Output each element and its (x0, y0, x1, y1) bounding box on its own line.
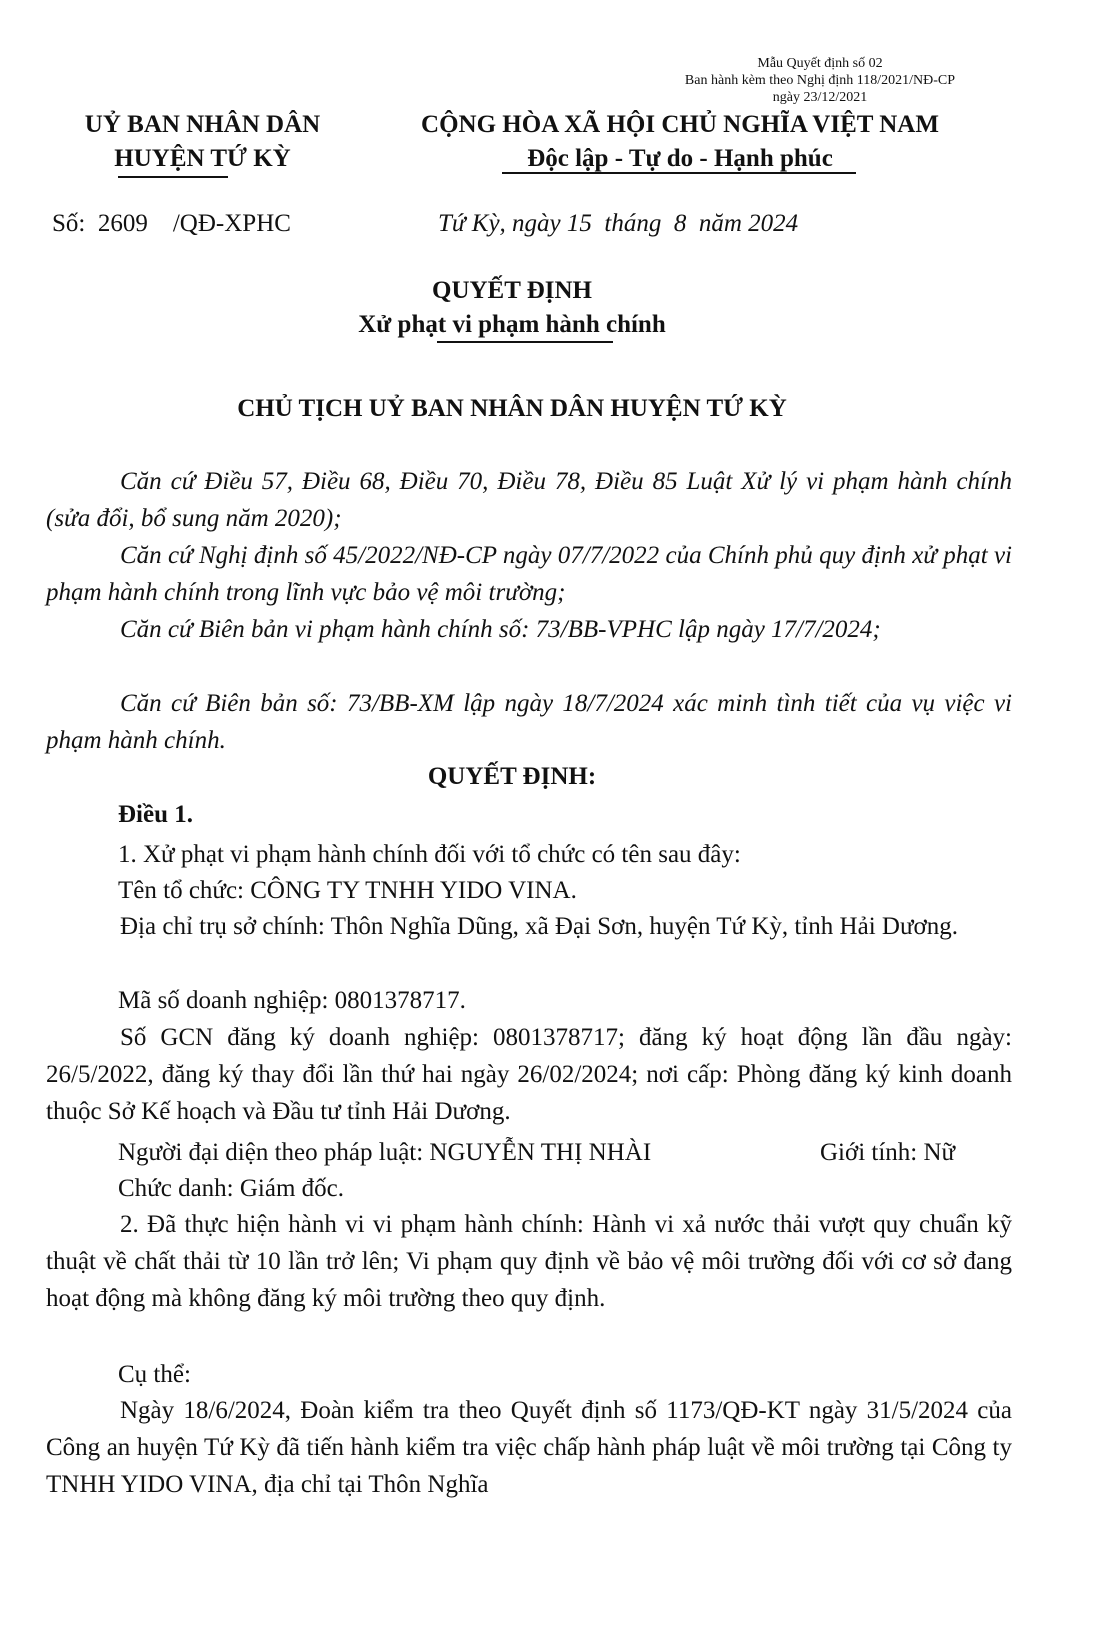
agency-line1: UỶ BAN NHÂN DÂN (84, 111, 321, 138)
form-note-line2: Ban hành kèm theo Nghị định 118/2021/NĐ-CP (684, 73, 956, 88)
details-label: Cụ thể: (118, 1361, 191, 1388)
agency-line2: HUYỆN TỨ KỲ (114, 145, 291, 172)
title-line2: Xử phạt vi phạm hành chính (358, 311, 666, 338)
agency-header (30, 108, 375, 176)
legal-basis-3: Căn cứ Biên bản vi phạm hành chính số: 73/BB-VPHC lập ngày 17/7/2024; (120, 616, 881, 643)
article1-heading: Điều 1. (118, 801, 193, 828)
form-note-line3: ngày 23/12/2021 (772, 90, 868, 105)
document-title (0, 274, 1024, 342)
place-date-month: 8 (673, 210, 687, 237)
authority-heading: CHỦ TỊCH UỶ BAN NHÂN DÂN HUYỆN TỨ KỲ (237, 395, 787, 422)
article1-item2: 2. Đã thực hiện hành vi vi phạm hành chính: Hành vi xả nước thải vượt quy chuẩn kỹ thuật về chất thải từ 10 lần trở lên; Vi phạm quy định về bảo vệ môi trường đối với cơ sở đang hoạt động mà không đăng ký môi trường theo quy định. (46, 1211, 1012, 1312)
legal-basis-2: Căn cứ Nghị định số 45/2022/NĐ-CP ngày 07/7/2022 của Chính phủ quy định xử phạt vi phạm hành chính trong lĩnh vực bảo vệ môi trường; (46, 542, 1012, 606)
tax-code: Mã số doanh nghiệp: 0801378717. (118, 987, 466, 1014)
article1-item1: 1. Xử phạt vi phạm hành chính đối với tổ chức có tên sau đây: (118, 841, 741, 868)
form-note-line1: Mẫu Quyết định số 02 (757, 56, 883, 71)
org-name: Tên tổ chức: CÔNG TY TNHH YIDO VINA. (118, 877, 577, 904)
place-date (438, 205, 798, 242)
violation-details: Ngày 18/6/2024, Đoàn kiểm tra theo Quyết định số 1173/QĐ-KT ngày 31/5/2024 của Công an huyện Tứ Kỳ đã tiến hành kiểm tra việc chấp hành pháp luật về môi trường tại Công ty TNHH YIDO VINA, địa chỉ tại Thôn Nghĩa (46, 1397, 1012, 1498)
legal-basis-4: Căn cứ Biên bản số: 73/BB-XM lập ngày 18/7/2024 xác minh tình tiết của vụ việc vi phạm hành chính. (46, 690, 1012, 754)
legal-basis-1: Căn cứ Điều 57, Điều 68, Điều 70, Điều 78, Điều 85 Luật Xử lý vi phạm hành chính (sửa đổi, bổ sung năm 2020); (46, 468, 1012, 532)
motto-underline (502, 172, 856, 174)
representative-position: Chức danh: Giám đốc. (118, 1175, 345, 1202)
title-underline (437, 341, 613, 343)
nation-motto: Độc lập - Tự do - Hạnh phúc (527, 145, 833, 172)
title-line1: QUYẾT ĐỊNH (432, 277, 592, 304)
decision-heading: QUYẾT ĐỊNH: (427, 763, 597, 790)
place-date-day: 15 (566, 210, 592, 237)
org-address: Địa chỉ trụ sở chính: Thôn Nghĩa Dũng, xã Đại Sơn, huyện Tứ Kỳ, tỉnh Hải Dương. (120, 913, 958, 940)
nation-header (370, 108, 990, 176)
legal-representative: Người đại diện theo pháp luật: NGUYỄN THỊ NHÀI (118, 1139, 652, 1166)
form-note (600, 55, 1040, 106)
place-date-year: năm 2024 (698, 210, 799, 237)
place-date-month-label: tháng (604, 210, 662, 237)
representative-gender: Giới tính: Nữ (820, 1139, 956, 1166)
doc-number-value: 2609 (97, 210, 148, 237)
agency-underline (118, 176, 228, 178)
business-registration: Số GCN đăng ký doanh nghiệp: 0801378717; đăng ký hoạt động lần đầu ngày: 26/5/2022, đăng ký thay đổi lần thứ hai ngày 26/02/2024; nơi cấp: Phòng đăng ký kinh doanh thuộc Sở Kế hoạch và Đầu tư tỉnh Hải Dương. (46, 1024, 1012, 1125)
place-date-place: Tứ Kỳ, ngày (438, 210, 561, 237)
doc-number-suffix: /QĐ-XPHC (172, 210, 291, 237)
nation-line1: CỘNG HÒA XÃ HỘI CHỦ NGHĨA VIỆT NAM (421, 111, 939, 138)
doc-number (52, 205, 291, 242)
doc-number-prefix: Số: (52, 210, 86, 237)
